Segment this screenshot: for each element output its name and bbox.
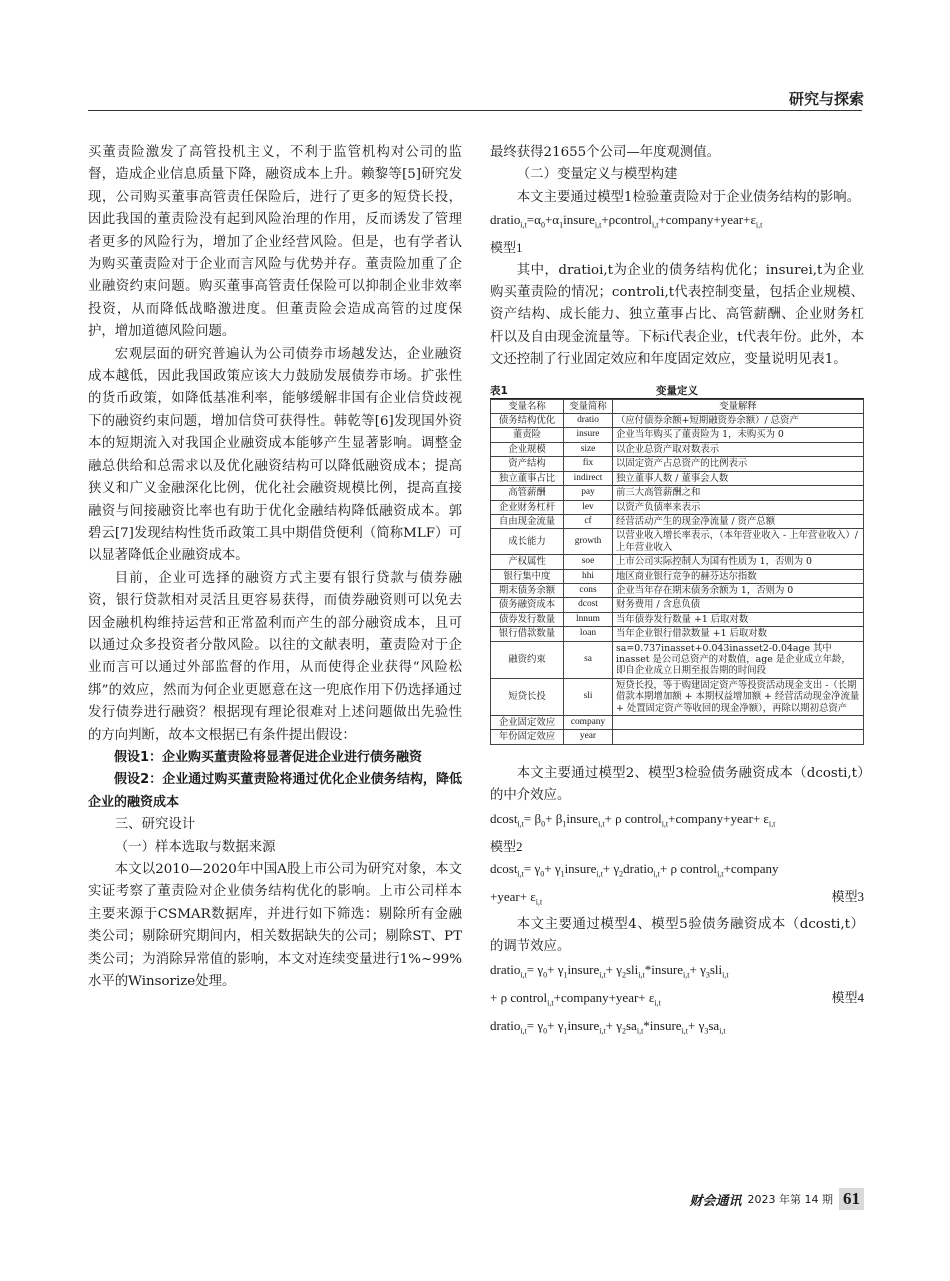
table-row xyxy=(491,641,864,678)
table-cell: 企业规模 xyxy=(491,442,564,456)
table-cell: 前三大高管薪酬之和 xyxy=(613,486,864,500)
left-column xyxy=(88,142,462,993)
table-cell xyxy=(613,716,864,730)
table-row xyxy=(491,612,864,626)
table-row xyxy=(491,414,864,428)
table-cell: 当年企业银行借款数量 +1 后取对数 xyxy=(613,627,864,641)
table-cell: 以企业总资产取对数表示 xyxy=(613,442,864,456)
hypothesis-1: 假设1：企业购买董责险将显著促进企业进行债务融资 xyxy=(114,749,423,765)
table-row xyxy=(491,555,864,569)
table-cell: 短贷长投 xyxy=(491,678,564,715)
model-2-label: 模型2 xyxy=(490,838,523,854)
table-cell: lnnum xyxy=(564,612,613,626)
hypothesis-2: 假设2：企业通过购买董责险将通过优化企业债务结构，降低企业的融资成本 xyxy=(88,772,462,810)
table-cell: lev xyxy=(564,500,613,514)
table-row xyxy=(491,457,864,471)
table-row xyxy=(491,730,864,744)
table-cell: 企业财务杠杆 xyxy=(491,500,564,514)
table-cell: indirect xyxy=(564,471,613,485)
table-row xyxy=(491,716,864,730)
table-cell: 自由现金流量 xyxy=(491,514,564,528)
model-3-formula: $dcost_{i,t}= \gamma_0+$ $\gamma_1insure_{i,t}+$ $\gamma_2dratio_{i,t}+ \rho$ control$_{i,t}$+company xyxy=(490,861,779,879)
paragraph: 目前，企业可选择的融资方式主要有银行贷款与债券融资，银行贷款相对灵活且更容易获得，而债券融资则可以免去因金融机构维持运营和正常盈利而产生的部分融资成本，且可以通过众多投资者分散风险。以往的文献表明，董责险对于企业而言可以通过外部监督的作用，从而使得企业获得“风险松绑”的效应，然而为何企业更愿意在这一兜底作用下仍选择通过发行债券进行融资？根据现有理论很难对上述问题做出先验性的方向判断，故本文根据已有条件提出假设： xyxy=(88,570,462,743)
model-5-formula: dratio$_{i,t}$= $\gamma_0+$ $\gamma_1insure_{i,t}+$ $\gamma_2sa_{i,t}*insure_{i,t}+ \gamma_3sa_{i,t}$ xyxy=(490,1017,726,1036)
table-cell: 高管薪酬 xyxy=(491,486,564,500)
table-cell: （应付债券余额+短期融资券余额）/ 总资产 xyxy=(613,414,864,428)
table-cell: sa=0.737inasset+0.043inasset2-0.04age 其中 inasset 是公司总资产的对数值，age 是企业成立年龄，即自企业成立日期至报告期的时间段 xyxy=(613,641,864,678)
table-cell: cf xyxy=(564,514,613,528)
paragraph: 买董责险激发了高管投机主义，不利于监管机构对公司的监督，造成企业信息质量下降，融资成本上升。赖黎等[5]研究发现，公司购买董事高管责任保险后，进行了更多的短贷长投，因此我国的董责险没有起到风险治理的作用，反而诱发了管理者更多的风险行为，增加了企业经营风险。但是，也有学者认为购买董责险对于企业而言风险与优势并存。董责险加重了企业融资约束问题。购买董事高管责任保险可以抑制企业非效率投资，从而降低战略激进度。但董责险会造成高管的过度保护，增加道德风险问题。 xyxy=(88,145,462,340)
paragraph: 本文主要通过模型4、模型5验债务融资成本（dcosti,t）的调节效应。 xyxy=(490,917,864,955)
table-cell: 企业当年存在期末债务余额为 1，否则为 0 xyxy=(613,583,864,597)
table-cell: growth xyxy=(564,529,613,555)
table-cell: soe xyxy=(564,555,613,569)
table-cell: 产权属性 xyxy=(491,555,564,569)
header-rule xyxy=(88,110,862,111)
table-cell: 成长能力 xyxy=(491,529,564,555)
table-header-row xyxy=(491,399,864,413)
table-number: 表1 xyxy=(490,384,508,397)
column-header: 变量解释 xyxy=(613,399,864,413)
table-cell: dcost xyxy=(564,598,613,612)
table-cell: 企业当年购买了董责险为 1，未购买为 0 xyxy=(613,428,864,442)
table-cell: insure xyxy=(564,428,613,442)
model-1-formula: $dratio_{i,t}=\alpha_0+\alpha_1insure_{i,t}+\rho control_{i,t}+company+year+\varepsilon_{i,t}$ xyxy=(490,212,763,230)
table-cell: 以营业收入增长率表示，（本年营业收入 - 上年营业收入）/ 上年营业收入 xyxy=(613,529,864,555)
table-cell: fix xyxy=(564,457,613,471)
table-cell: 当年债券发行数量 +1 后取对数 xyxy=(613,612,864,626)
table-cell: 独立董事占比 xyxy=(491,471,564,485)
model-4-formula: dratio$_{i,t}$= $\gamma_0+$ $\gamma_1insure_{i,t}+$ $\gamma_2sli_{i,t}*insure_{i,t}+ \gamma_3sli_{i,t}$ xyxy=(490,961,729,980)
table-cell: 经营活动产生的现金净流量 / 资产总额 xyxy=(613,514,864,528)
model-1-label: 模型1 xyxy=(490,240,523,256)
header-section-title: 研究与探索 xyxy=(788,90,864,108)
table-row xyxy=(491,529,864,555)
paragraph: 本文主要通过模型1检验董责险对于企业债务结构的影响。 xyxy=(516,189,861,205)
table-cell: 短贷长投，等于购建固定资产等投资活动现金支出 -（长期借款本期增加额 + 本期权益增加额 + 经营活动现金净流量 + 处置固定资产等收回的现金净额），再除以期初总资产 xyxy=(613,678,864,715)
table-row xyxy=(491,428,864,442)
table-cell: pay xyxy=(564,486,613,500)
table-cell: 董责险 xyxy=(491,428,564,442)
table-row xyxy=(491,569,864,583)
column-header: 变量名称 xyxy=(491,399,564,413)
table-cell: 财务费用 / 含息负债 xyxy=(613,598,864,612)
model-4-label: 模型4 xyxy=(831,989,864,1005)
table-cell: cons xyxy=(564,583,613,597)
table-cell: 年份固定效应 xyxy=(491,730,564,744)
table-cell: 债券发行数量 xyxy=(491,612,564,626)
paragraph: 本文以2010—2020年中国A股上市公司为研究对象，本文实证考察了董责险对企业债务结构优化的影响。上市公司样本主要来源于CSMAR数据库，并进行如下筛选：剔除所有金融类公司；剔除研究期间内，相关数据缺失的公司；剔除ST、PT类公司；为消除异常值的影响，本文对连续变量进行1%~99%水平的Winsorize处理。 xyxy=(88,862,462,990)
journal-name: 财会通讯 xyxy=(689,1193,742,1209)
table-cell: 地区商业银行竞争的赫芬达尔指数 xyxy=(613,569,864,583)
page-footer xyxy=(690,1188,865,1210)
table-cell: sa xyxy=(564,641,613,678)
model-4-formula-cont: + ρ control$_{i,t}$+company+year+ $\varepsilon_{i,t}$ 模型4 xyxy=(490,987,864,1015)
table-cell: 资产结构 xyxy=(491,457,564,471)
paragraph: 宏观层面的研究普遍认为公司债券市场越发达，企业融资成本越低，因此我国政策应该大力鼓励发展债券市场。扩张性的货币政策，如降低基准利率，能够缓解非国有企业信贷歧视下的融资约束问题，增加信贷可获得性。韩乾等[6]发现国外资本的短期流入对我国企业融资成本能够产生显著影响。调整金融总供给和总需求以及优化融资结构可以降低融资成本；提高狭义和广义金融深化比例，优化社会融资规模比例，提高直接融资与间接融资比率也有助于优化金融结构降低融资成本。郭碧云[7]发现结构性货币政策工具中期借贷便利（简称MLF）可以显著降低企业融资成本。 xyxy=(88,346,462,564)
model-3-label: 模型3 xyxy=(831,889,864,905)
table-cell: size xyxy=(564,442,613,456)
table-row xyxy=(491,442,864,456)
table-caption xyxy=(490,384,864,399)
table-cell: 银行借款数量 xyxy=(491,627,564,641)
table-cell: hhi xyxy=(564,569,613,583)
table-row xyxy=(491,486,864,500)
column-header: 变量简称 xyxy=(564,399,613,413)
table-cell xyxy=(613,730,864,744)
table-cell: 债务结构优化 xyxy=(491,414,564,428)
table-row xyxy=(491,598,864,612)
subsection-heading: （一）样本选取与数据来源 xyxy=(114,839,276,855)
table-cell: company xyxy=(564,716,613,730)
table-cell: 企业固定效应 xyxy=(491,716,564,730)
variable-definition-table xyxy=(490,399,864,745)
paragraph: 本文主要通过模型2、模型3检验债务融资成本（dcosti,t）的中介效应。 xyxy=(490,765,864,804)
table-cell: 期末债务余额 xyxy=(491,583,564,597)
table-cell: 银行集中度 xyxy=(491,569,564,583)
table-cell: sli xyxy=(564,678,613,715)
table-cell: 债务融资成本 xyxy=(491,598,564,612)
paragraph: 最终获得21655个公司—年度观测值。 xyxy=(490,145,721,160)
model-2-formula: $dcost_{i,t}= \beta_0+$ $\beta_1insure_{i,t}+ \rho$ control$_{i,t}$+company+year+ $\varepsilon_{i,t}$ xyxy=(490,810,776,829)
paragraph: 其中，dratioi,t为企业的债务结构优化；insurei,t为企业购买董责险的情况；controli,t代表控制变量，包括企业规模、资产结构、成长能力、独立董事占比、高管薪酬、企业财务杠杆以及自由现金流量等。下标i代表企业，t代表年份。此外，本文还控制了行业固定效应和年度固定效应，变量说明见表1。 xyxy=(490,262,864,368)
table-row xyxy=(491,500,864,514)
right-column xyxy=(490,142,864,1043)
table-row xyxy=(491,514,864,528)
section-heading: 三、研究设计 xyxy=(114,817,196,833)
table-cell: 以固定资产占总资产的比例表示 xyxy=(613,457,864,471)
table-cell: 以资产负债率来表示 xyxy=(613,500,864,514)
table-cell: loan xyxy=(564,627,613,641)
table-row xyxy=(491,627,864,641)
table-row xyxy=(491,471,864,485)
table-row xyxy=(491,583,864,597)
table-cell: 融资约束 xyxy=(491,641,564,678)
subsection-heading: （二）变量定义与模型构建 xyxy=(516,167,678,183)
table-row xyxy=(491,678,864,715)
model-3-formula-cont: +year+ $\varepsilon_{i,t}$ 模型3 xyxy=(490,886,864,914)
page-number: 61 xyxy=(839,1188,864,1210)
variable-table xyxy=(490,384,864,745)
issue-label: 2023 年第 14 期 xyxy=(747,1193,833,1206)
table-cell: 上市公司实际控制人为国有性质为 1，否则为 0 xyxy=(613,555,864,569)
table-cell: 独立董事人数 / 董事会人数 xyxy=(613,471,864,485)
table-cell: dratio xyxy=(564,414,613,428)
table-title: 变量定义 xyxy=(656,384,698,397)
table-cell: year xyxy=(564,730,613,744)
